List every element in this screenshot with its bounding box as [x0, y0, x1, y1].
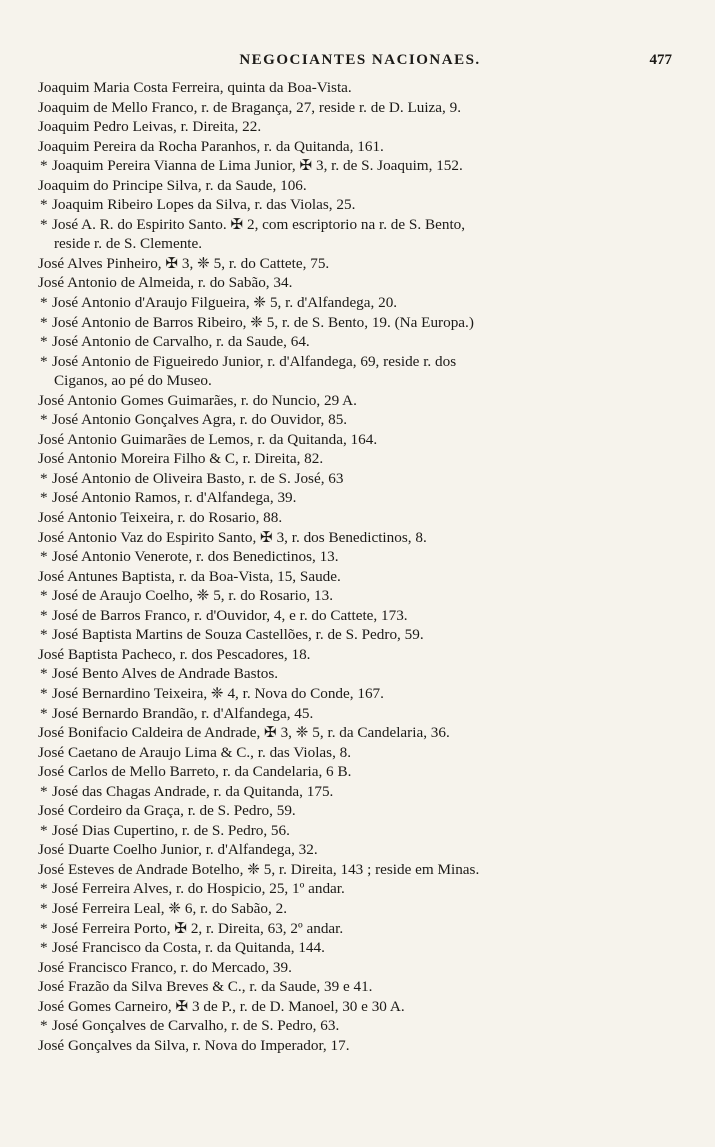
entry-text: José Francisco da Costa, r. da Quitanda, 144. [52, 939, 325, 957]
asterisk-mark: * [40, 352, 48, 370]
entry-text: José Antonio d'Araujo Filgueira, ❈ 5, r. d'Alfandega, 20. [52, 294, 398, 312]
asterisk-mark: * [40, 704, 48, 722]
entry-text: José Antonio de Figueiredo Junior, r. d'Alfandega, 69, reside r. dos [52, 352, 457, 370]
list-item [38, 78, 688, 98]
entry-text: José Antonio Vaz do Espirito Santo, ✠ 3, r. dos Benedictinos, 8. [38, 528, 427, 546]
asterisk-mark: * [40, 919, 48, 937]
list-item [38, 1016, 688, 1036]
entry-text: José Francisco Franco, r. do Mercado, 39. [38, 958, 292, 976]
entry-text: Joaquim do Principe Silva, r. da Saude, 106. [38, 176, 307, 194]
list-item [38, 195, 688, 215]
merchant-list [38, 78, 688, 1055]
asterisk-mark: * [40, 684, 48, 702]
list-item [38, 352, 688, 391]
list-item [38, 449, 688, 469]
list-item [38, 547, 688, 567]
asterisk-mark: * [40, 782, 48, 800]
asterisk-mark: * [40, 489, 48, 507]
entry-text: José Bernardo Brandão, r. d'Alfandega, 45. [52, 704, 314, 722]
entry-text: José de Araujo Coelho, ❈ 5, r. do Rosario, 13. [52, 587, 334, 605]
list-item [38, 977, 688, 997]
list-item [38, 469, 688, 489]
asterisk-mark: * [40, 469, 48, 487]
page-number: 477 [649, 52, 672, 68]
entry-text: José Antonio Venerote, r. dos Benedictinos, 13. [52, 548, 339, 566]
asterisk-mark: * [40, 333, 48, 351]
list-item [38, 488, 688, 508]
asterisk-mark: * [40, 1017, 48, 1035]
entry-text: José Cordeiro da Graça, r. de S. Pedro, 59. [38, 802, 296, 820]
entry-text: José Baptista Pacheco, r. dos Pescadores, 18. [38, 645, 311, 663]
asterisk-mark: * [40, 606, 48, 624]
entry-text: Joaquim Pedro Leivas, r. Direita, 22. [38, 118, 262, 136]
entry-text: Joaquim Ribeiro Lopes da Silva, r. das Violas, 25. [52, 196, 356, 214]
entry-text: Joaquim de Mello Franco, r. de Bragança, 27, reside r. de D. Luiza, 9. [38, 98, 462, 116]
entry-text: José Ferreira Porto, ✠ 2, r. Direita, 63, 2º andar. [52, 919, 344, 937]
entry-text: José Gomes Carneiro, ✠ 3 de P., r. de D. Manoel, 30 e 30 A. [38, 997, 405, 1015]
asterisk-mark: * [40, 626, 48, 644]
entry-text: José Ferreira Alves, r. do Hospicio, 25, 1º andar. [52, 880, 345, 898]
list-item [38, 332, 688, 352]
list-item [38, 860, 688, 880]
entry-text: José Baptista Martins de Souza Castellões, r. de S. Pedro, 59. [52, 626, 424, 644]
entry-text: José Antonio Moreira Filho & C, r. Direita, 82. [38, 450, 324, 468]
list-item [38, 391, 688, 411]
entry-text: José Antonio Gomes Guimarães, r. do Nuncio, 29 A. [38, 391, 357, 409]
page-header [40, 46, 680, 72]
list-item [38, 156, 688, 176]
list-item [38, 664, 688, 684]
asterisk-mark: * [40, 880, 48, 898]
list-item [38, 899, 688, 919]
list-item [38, 137, 688, 157]
list-item [38, 508, 688, 528]
entry-text: José Antonio Ramos, r. d'Alfandega, 39. [52, 489, 297, 507]
list-item [38, 625, 688, 645]
asterisk-mark: * [40, 411, 48, 429]
entry-text: José Dias Cupertino, r. de S. Pedro, 56. [52, 821, 290, 839]
asterisk-mark: * [40, 294, 48, 312]
asterisk-mark: * [40, 899, 48, 917]
entry-text: José Antonio Gonçalves Agra, r. do Ouvidor, 85. [52, 411, 348, 429]
entry-text: José de Barros Franco, r. d'Ouvidor, 4, e r. do Cattete, 173. [52, 606, 408, 624]
list-item [38, 254, 688, 274]
list-item [38, 528, 688, 548]
entry-text: José Antonio de Carvalho, r. da Saude, 64. [52, 333, 310, 351]
list-item [38, 293, 688, 313]
asterisk-mark: * [40, 548, 48, 566]
asterisk-mark: * [40, 939, 48, 957]
entry-text: José Antonio Teixeira, r. do Rosario, 88. [38, 509, 283, 527]
list-item [38, 958, 688, 978]
entry-text: José Bonifacio Caldeira de Andrade, ✠ 3, ❈ 5, r. da Candelaria, 36. [38, 724, 450, 742]
entry-text: José A. R. do Espirito Santo. ✠ 2, com escriptorio na r. de S. Bento, [52, 215, 466, 233]
entry-text: José Antonio de Oliveira Basto, r. de S. José, 63 [52, 469, 344, 487]
list-item [38, 801, 688, 821]
list-item [38, 273, 688, 293]
asterisk-mark: * [40, 215, 48, 233]
entry-text: José das Chagas Andrade, r. da Quitanda, 175. [52, 782, 334, 800]
entry-text: José Ferreira Leal, ❈ 6, r. do Sabão, 2. [52, 899, 287, 917]
entry-text: José Antonio de Barros Ribeiro, ❈ 5, r. de S. Bento, 19. (Na Europa.) [52, 313, 474, 331]
list-item [38, 743, 688, 763]
entry-text: José Gonçalves de Carvalho, r. de S. Pedro, 63. [52, 1017, 340, 1035]
list-item [38, 567, 688, 587]
list-item [38, 410, 688, 430]
entry-continuation: reside r. de S. Clemente. [54, 235, 203, 253]
entry-text: José Caetano de Araujo Lima & C., r. das Violas, 8. [38, 743, 352, 761]
list-item [38, 430, 688, 450]
list-item [38, 938, 688, 958]
entry-text: José Antonio de Almeida, r. do Sabão, 34. [38, 274, 293, 292]
list-item [38, 215, 688, 254]
entry-text: José Gonçalves da Silva, r. Nova do Imperador, 17. [38, 1036, 350, 1054]
list-item [38, 762, 688, 782]
entry-text: José Antonio Guimarães de Lemos, r. da Quitanda, 164. [38, 430, 378, 448]
list-item [38, 704, 688, 724]
entry-text: José Duarte Coelho Junior, r. d'Alfandega, 32. [38, 841, 318, 859]
list-item [38, 723, 688, 743]
list-item [38, 879, 688, 899]
entry-text: José Bernardino Teixeira, ❈ 4, r. Nova do Conde, 167. [52, 684, 384, 702]
asterisk-mark: * [40, 665, 48, 683]
entry-text: José Esteves de Andrade Botelho, ❈ 5, r. Direita, 143 ; reside em Minas. [38, 860, 480, 878]
entry-text: Joaquim Maria Costa Ferreira, quinta da Boa-Vista. [38, 79, 352, 96]
asterisk-mark: * [40, 313, 48, 331]
list-item [38, 98, 688, 118]
asterisk-mark: * [40, 821, 48, 839]
list-item [38, 117, 688, 137]
list-item [38, 1036, 688, 1056]
list-item [38, 645, 688, 665]
list-item [38, 997, 688, 1017]
entry-text: José Antunes Baptista, r. da Boa-Vista, 15, Saude. [38, 567, 341, 585]
list-item [38, 821, 688, 841]
entry-text: José Bento Alves de Andrade Bastos. [52, 665, 279, 683]
list-item [38, 684, 688, 704]
asterisk-mark: * [40, 196, 48, 214]
asterisk-mark: * [40, 587, 48, 605]
entry-text: José Carlos de Mello Barreto, r. da Candelaria, 6 B. [38, 763, 352, 781]
list-item [38, 840, 688, 860]
list-item [38, 176, 688, 196]
entry-continuation: Ciganos, ao pé do Museo. [54, 372, 212, 390]
entry-text: José Frazão da Silva Breves & C., r. da Saude, 39 e 41. [38, 978, 373, 996]
list-item [38, 606, 688, 626]
list-item [38, 586, 688, 606]
asterisk-mark: * [40, 157, 48, 175]
list-item [38, 782, 688, 802]
list-item [38, 919, 688, 939]
page-title: NEGOCIANTES NACIONAES. [239, 52, 481, 68]
entry-text: Joaquim Pereira da Rocha Paranhos, r. da Quitanda, 161. [38, 137, 384, 155]
entry-text: José Alves Pinheiro, ✠ 3, ❈ 5, r. do Cattete, 75. [38, 254, 330, 272]
entry-text: Joaquim Pereira Vianna de Lima Junior, ✠ 3, r. de S. Joaquim, 152. [52, 157, 463, 175]
list-item [38, 313, 688, 333]
